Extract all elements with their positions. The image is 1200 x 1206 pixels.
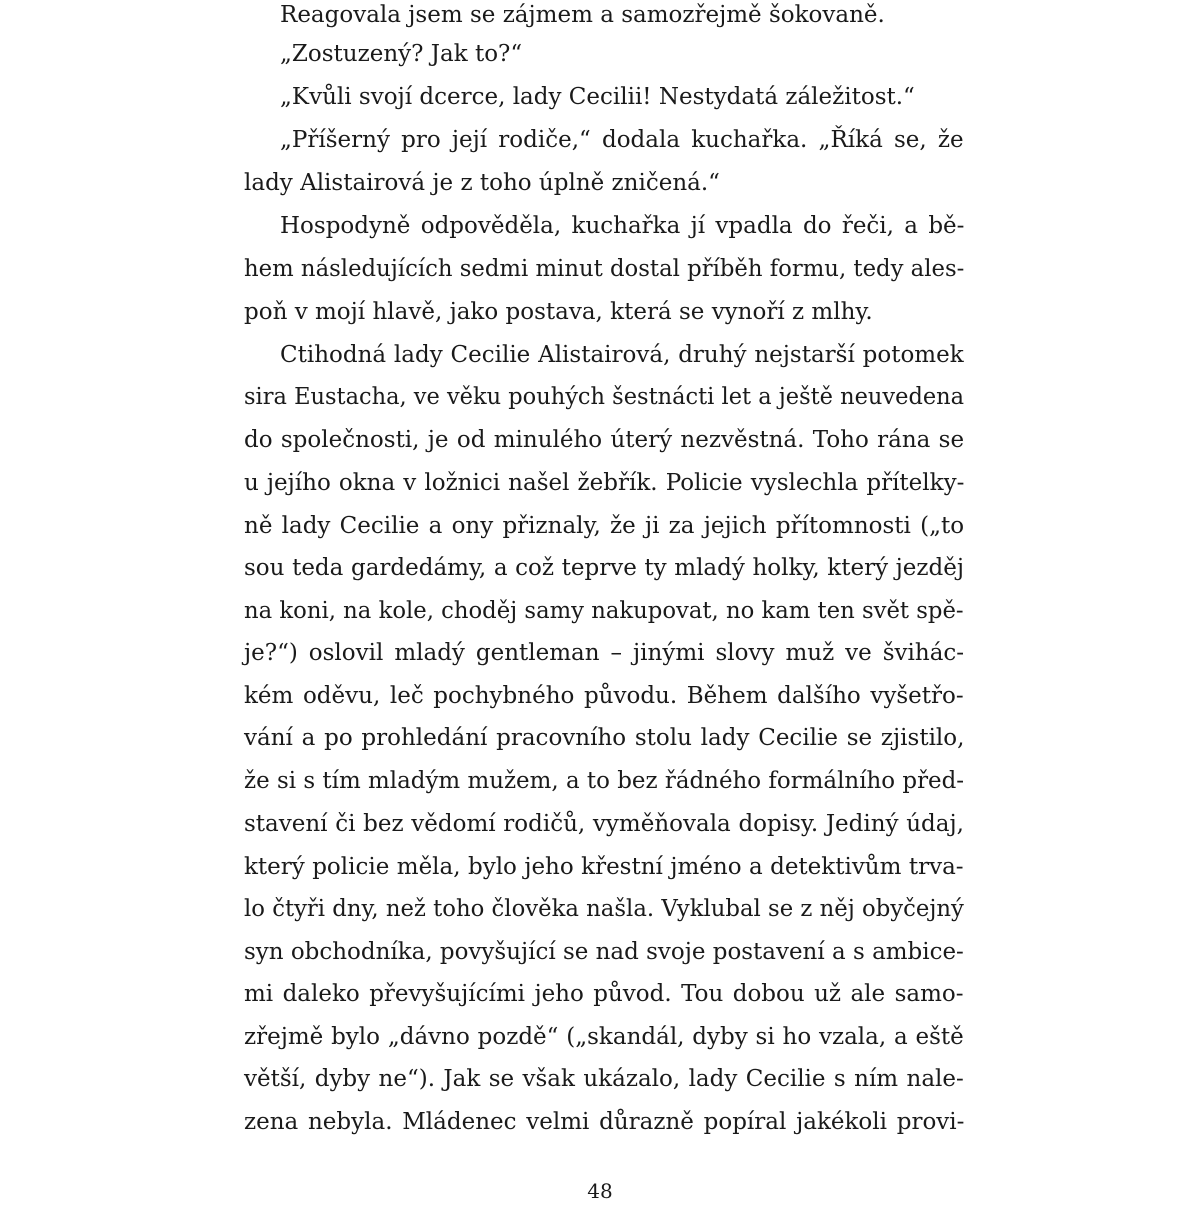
text-line: do společnosti, je od minulého úterý nezvěstná. Toho rána se [244, 427, 965, 453]
text-line: zřejmě bylo „dávno pozdě“ („skandál, dyby si ho vzala, a eště [244, 1024, 964, 1050]
text-line: sou teda gardedámy, a což teprve ty mladý holky, který jezděj [244, 555, 964, 581]
text-line: větší, dyby ne“). Jak se však ukázalo, lady Cecilie s ním nale- [244, 1066, 964, 1092]
text-line: Hospodyně odpověděla, kuchařka jí vpadla do řeči, a bě- [280, 213, 965, 239]
text-line: kém oděvu, leč pochybného původu. Během dalšího vyšetřo- [244, 683, 964, 709]
text-line: „Zostuzený? Jak to?“ [280, 41, 523, 67]
text-line: ně lady Cecilie a ony přiznaly, že ji za jejich přítomnosti („to [244, 513, 965, 539]
page-number: 48 [587, 1179, 613, 1203]
text-line: u jejího okna v ložnici našel žebřík. Policie vyslechla přítelky- [244, 470, 965, 496]
text-line: poň v mojí hlavě, jako postava, která se vynoří z mlhy. [244, 299, 873, 325]
text-line: který policie měla, bylo jeho křestní jméno a detektivům trva- [244, 854, 964, 880]
text-line: vání a po prohledání pracovního stolu lady Cecilie se zjistilo, [244, 725, 965, 751]
text-line: hem následujících sedmi minut dostal příběh formu, tedy ales- [244, 256, 965, 282]
text-line: že si s tím mladým mužem, a to bez řádného formálního před- [244, 768, 965, 794]
text-line: stavení či bez vědomí rodičů, vyměňovala dopisy. Jediný údaj, [244, 811, 964, 837]
text-line: sira Eustacha, ve věku pouhých šestnácti let a ještě neuvedena [244, 384, 965, 410]
text-line: lo čtyři dny, než toho člověka našla. Vyklubal se z něj obyčejný [244, 896, 964, 922]
text-line: mi daleko převyšujícími jeho původ. Tou dobou už ale samo- [244, 981, 964, 1007]
text-line: na koni, na kole, choděj samy nakupovat, no kam ten svět spě- [244, 598, 964, 624]
text-line: je?“) oslovil mladý gentleman – jinými slovy muž ve šviháс- [244, 640, 965, 666]
text-line: syn obchodníka, povyšující se nad svoje postavení a s ambice- [244, 939, 964, 965]
text-line: zena nebyla. Mládenec velmi důrazně popíral jakékoli provi- [244, 1109, 965, 1135]
text-line: Ctihodná lady Cecilie Alistairová, druhý nejstarší potomek [280, 342, 964, 368]
text-line: „Kvůli svojí dcerce, lady Cecilii! Nestydatá záležitost.“ [280, 84, 915, 110]
text-line: Reagovala jsem se zájmem a samozřejmě šokovaně. [280, 2, 885, 28]
text-line: lady Alistairová je z toho úplně zničená.“ [244, 170, 720, 196]
text-line: „Příšerný pro její rodiče,“ dodala kuchařka. „Říká se, že [280, 127, 964, 153]
